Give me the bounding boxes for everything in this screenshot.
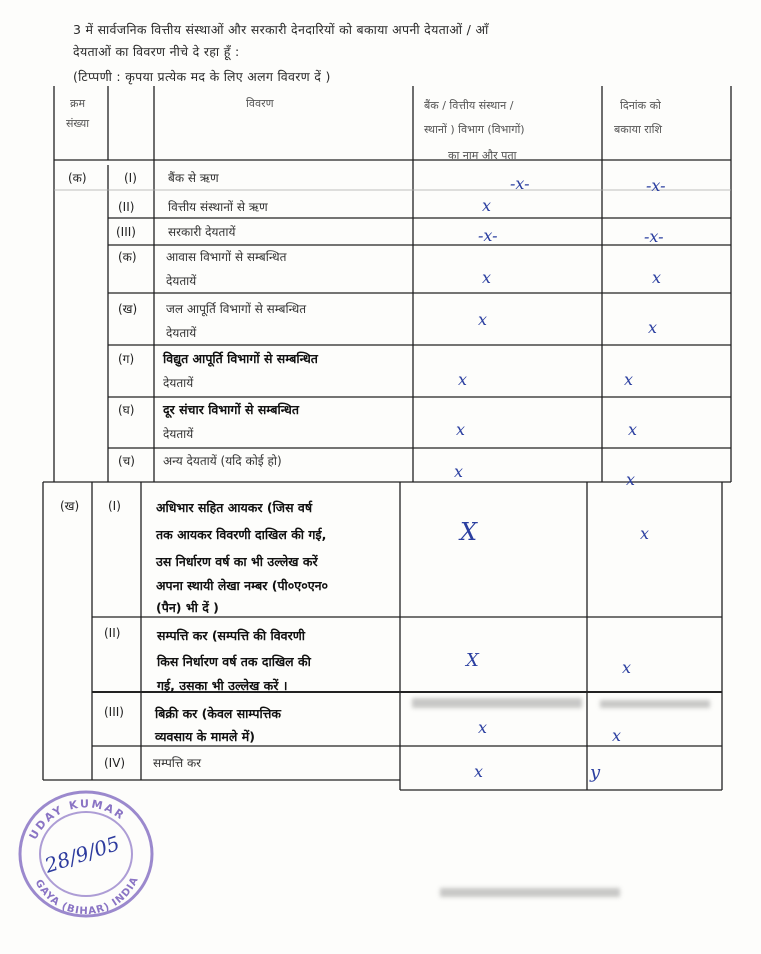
handwritten-mark: x bbox=[456, 420, 466, 439]
handwritten-mark: y bbox=[590, 762, 601, 783]
row-sub-label: (ख) bbox=[118, 302, 138, 316]
row-sub-label: (III) bbox=[104, 705, 124, 719]
stamp-bottom-text: GAYA (BIHAR) INDIA bbox=[32, 874, 142, 918]
row-sub-label: (I) bbox=[124, 171, 137, 185]
handwritten-mark: X bbox=[466, 650, 479, 671]
header-bank-line1: बैंक / वित्तीय संस्थान / bbox=[424, 99, 514, 112]
intro-line-1: 3 में सार्वजनिक वित्तीय संस्थाओं और सरकारी देनदारियों को बकाया अपनी देयताओं / आँ bbox=[73, 22, 489, 37]
row-sub-label: (I) bbox=[108, 499, 121, 513]
row-text: अपना स्थायी लेखा नम्बर (पी०ए०एन० bbox=[156, 578, 329, 593]
header-description: विवरण bbox=[246, 97, 274, 110]
handwritten-mark: x bbox=[478, 310, 488, 329]
row-text: वित्तीय संस्थानों से ऋण bbox=[168, 200, 268, 214]
handwritten-mark: x bbox=[624, 370, 634, 389]
header-date-line2: बकाया राशि bbox=[614, 123, 662, 136]
header-sno-line1: क्रम bbox=[70, 97, 86, 110]
row-sub-label: (IV) bbox=[104, 756, 126, 770]
handwritten-mark: -x- bbox=[646, 176, 666, 195]
handwritten-mark: x bbox=[458, 370, 468, 389]
scan-smudge bbox=[600, 700, 710, 708]
handwritten-mark: X bbox=[460, 518, 478, 546]
row-text: जल आपूर्ति विभागों से सम्बन्धित bbox=[166, 302, 307, 316]
handwritten-mark: x bbox=[626, 470, 636, 489]
header-bank-line3: का नाम और पता bbox=[448, 149, 517, 162]
handwritten-mark: x bbox=[482, 268, 492, 287]
header-date-line1: दिनांक को bbox=[620, 99, 661, 112]
row-text: आवास विभागों से सम्बन्धित bbox=[166, 250, 287, 264]
row-sub-label: (घ) bbox=[118, 403, 135, 417]
handwritten-mark: -x- bbox=[478, 226, 498, 245]
scan-smudge bbox=[412, 698, 582, 708]
row-sub-label: (क) bbox=[118, 250, 137, 264]
header-bank-line2: स्थानों ) विभाग (विभागों) bbox=[424, 123, 525, 136]
row-text: तक आयकर विवरणी दाखिल की गई, bbox=[156, 527, 327, 542]
row-sub-label: (ग) bbox=[118, 352, 135, 366]
stamp-top-text: UDAY KUMAR bbox=[26, 797, 128, 842]
group-label-ka: (क) bbox=[68, 171, 87, 185]
row-text: दूर संचार विभागों से सम्बन्धित bbox=[163, 402, 299, 417]
handwritten-mark: x bbox=[622, 658, 632, 677]
intro-line-2: देयताओं का विवरण नीचे दे रहा हूँ : bbox=[73, 44, 240, 59]
row-text: व्यवसाय के मामले में) bbox=[155, 729, 255, 744]
row-text: अन्य देयतायें (यदि कोई हो) bbox=[163, 454, 282, 468]
row-text: देयतायें bbox=[166, 326, 197, 340]
row-text: अधिभार सहित आयकर (जिस वर्ष bbox=[156, 500, 313, 515]
round-seal-stamp bbox=[10, 780, 160, 920]
intro-note: (टिप्पणी : कृपया प्रत्येक मद के लिए अलग विवरण दें ) bbox=[73, 69, 331, 84]
handwritten-mark: x bbox=[648, 318, 658, 337]
row-text: बिक्री कर (केवल साम्पत्तिक bbox=[155, 706, 281, 721]
row-text: किस निर्धारण वर्ष तक दाखिल की bbox=[157, 654, 311, 669]
row-text: देयतायें bbox=[166, 274, 197, 288]
row-text: (पैन) भी दें ) bbox=[156, 600, 219, 615]
handwritten-mark: x bbox=[482, 196, 492, 215]
row-text: बैंक से ऋण bbox=[168, 171, 219, 185]
handwritten-mark: x bbox=[640, 524, 650, 543]
row-text: उस निर्धारण वर्ष का भी उल्लेख करें bbox=[156, 554, 318, 569]
handwritten-mark: x bbox=[454, 462, 464, 481]
handwritten-mark: x bbox=[478, 718, 488, 737]
scan-smudge bbox=[440, 888, 620, 897]
handwritten-mark: -x- bbox=[644, 227, 664, 246]
row-sub-label: (II) bbox=[104, 626, 121, 640]
row-sub-label: (च) bbox=[118, 454, 135, 468]
row-text: देयतायें bbox=[163, 427, 194, 441]
row-sub-label: (III) bbox=[116, 225, 136, 239]
handwritten-mark: x bbox=[474, 762, 484, 781]
row-text: देयतायें bbox=[163, 376, 194, 390]
row-text: सरकारी देयतायें bbox=[168, 225, 236, 239]
row-text: सम्पत्ति कर bbox=[153, 756, 202, 770]
row-text: विद्युत आपूर्ति विभागों से सम्बन्धित bbox=[163, 351, 318, 366]
stamp-handwritten-date: 28/9/05 bbox=[41, 830, 123, 878]
handwritten-mark: x bbox=[612, 726, 622, 745]
handwritten-mark: x bbox=[652, 268, 662, 287]
header-sno-line2: संख्या bbox=[66, 117, 90, 130]
handwritten-mark: -x- bbox=[510, 174, 530, 193]
handwritten-mark: x bbox=[628, 420, 638, 439]
row-sub-label: (II) bbox=[118, 200, 135, 214]
group-label-kha: (ख) bbox=[60, 499, 80, 513]
row-text: गई, उसका भी उल्लेख करें । bbox=[157, 678, 288, 693]
row-text: सम्पत्ति कर (सम्पत्ति की विवरणी bbox=[157, 628, 306, 643]
